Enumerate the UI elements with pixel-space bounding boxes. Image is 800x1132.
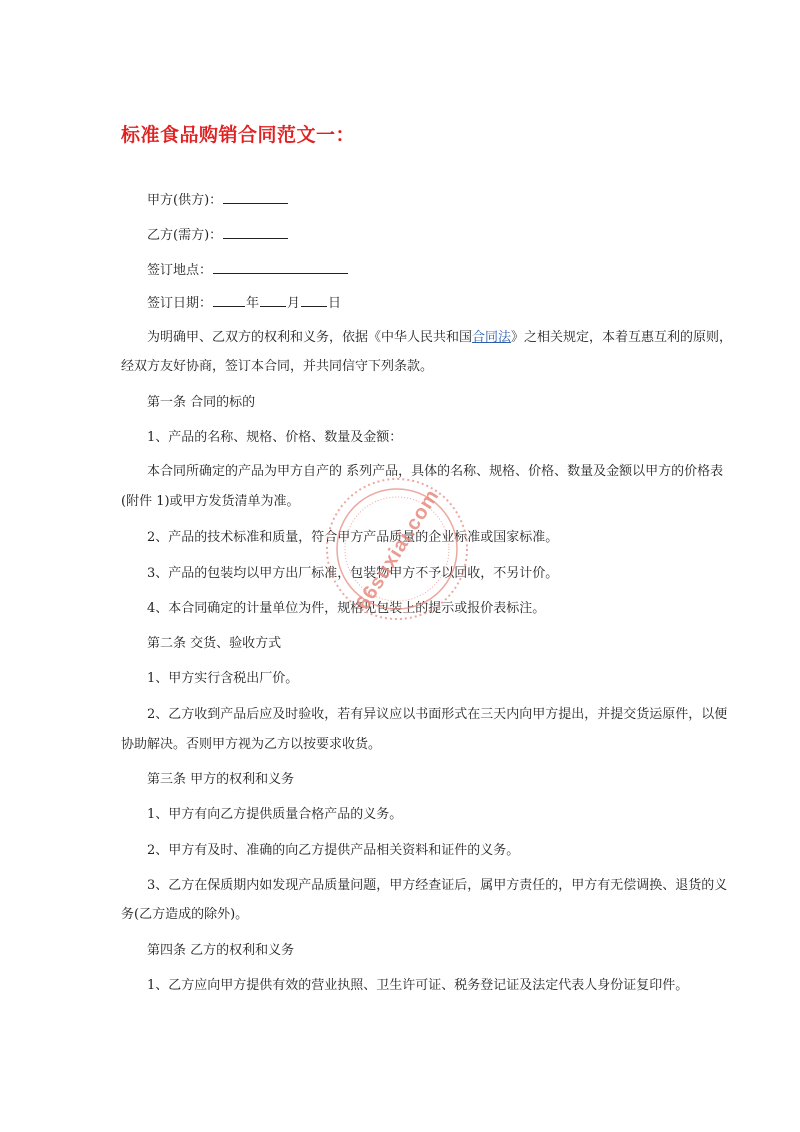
- article-1-item-4: 4、本合同确定的计量单位为件，规格见包装上的提示或报价表标注。: [147, 601, 546, 616]
- party-b-field: [147, 226, 289, 244]
- intro-text-b: 》之相关规定，本着互惠互利的原则，: [511, 330, 733, 345]
- month-label: 月: [287, 296, 301, 311]
- article-1-para-line-2: (附件 1)或甲方发货清单为准。: [121, 494, 300, 509]
- place-blank[interactable]: [213, 261, 348, 274]
- article-1-item-2: 2、产品的技术标准和质量，符合甲方产品质量的企业标准或国家标准。: [147, 530, 559, 545]
- article-3-item-1: 1、甲方有向乙方提供质量合格产品的义务。: [147, 807, 403, 822]
- article-2-item-2-line-1: 2、乙方收到产品后应及时验收，若有异议应以书面形式在三天内向甲方提出，并提交货运原件，以便: [147, 707, 728, 722]
- article-1-para-line-1: 本合同所确定的产品为甲方自产的 系列产品，具体的名称、规格、价格、数量及金额以甲方的价格表: [147, 464, 724, 479]
- article-3-item-3-line-2: 务(乙方造成的除外)。: [121, 907, 249, 922]
- day-blank[interactable]: [301, 294, 327, 307]
- year-label: 年: [246, 296, 260, 311]
- date-label: 签订日期：: [147, 296, 213, 311]
- month-blank[interactable]: [260, 294, 286, 307]
- article-1-item-1: 1、产品的名称、规格、价格、数量及金额：: [147, 430, 403, 445]
- article-4-heading: 第四条 乙方的权利和义务: [147, 943, 295, 958]
- article-1-item-3: 3、产品的包装均以甲方出厂标准，包装物甲方不予以回收，不另计价。: [147, 566, 559, 581]
- party-b-blank[interactable]: [223, 226, 288, 239]
- document-title: 标准食品购销合同范文一：: [121, 124, 356, 146]
- year-blank[interactable]: [213, 294, 245, 307]
- article-2-item-1: 1、甲方实行含税出厂价。: [147, 671, 299, 686]
- place-field: [147, 261, 349, 279]
- intro-text-a: 为明确甲、乙双方的权利和义务，依据《中华人民共和国: [147, 330, 473, 345]
- intro-line-1: [147, 330, 732, 346]
- day-label: 日: [328, 296, 342, 311]
- stamp-text: 66suxiai.com: [352, 485, 444, 614]
- party-b-label: 乙方(需方)：: [147, 228, 223, 243]
- article-3-item-3-line-1: 3、乙方在保质期内如发现产品质量问题，甲方经查证后，属甲方责任的，甲方有无偿调换、退货的义: [147, 878, 728, 893]
- party-a-blank[interactable]: [223, 191, 288, 204]
- article-1-heading: 第一条 合同的标的: [147, 395, 256, 410]
- date-field: [147, 294, 341, 312]
- article-2-item-2-line-2: 协助解决。否则甲方视为乙方以按要求收货。: [121, 737, 382, 752]
- party-a-field: [147, 191, 289, 209]
- article-3-item-2: 2、甲方有及时、准确的向乙方提供产品相关资料和证件的义务。: [147, 843, 520, 858]
- place-label: 签订地点：: [147, 263, 213, 278]
- article-3-heading: 第三条 甲方的权利和义务: [147, 772, 295, 787]
- contract-law-link[interactable]: 合同法: [472, 330, 512, 345]
- watermark-stamp: [322, 474, 472, 624]
- article-4-item-1: 1、乙方应向甲方提供有效的营业执照、卫生许可证、税务登记证及法定代表人身份证复印件。: [147, 978, 689, 993]
- party-a-label: 甲方(供方)：: [147, 193, 223, 208]
- intro-line-2: 经双方友好协商，签订本合同，并共同信守下列条款。: [121, 359, 434, 374]
- article-2-heading: 第二条 交货、验收方式: [147, 636, 282, 651]
